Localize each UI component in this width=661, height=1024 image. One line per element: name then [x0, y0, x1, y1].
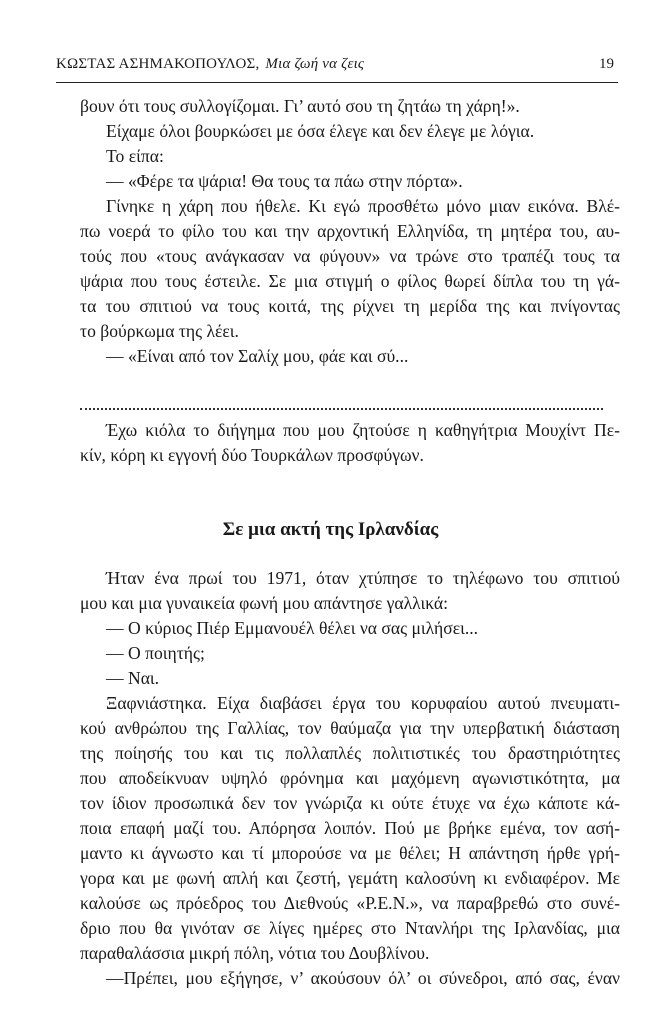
- text-line: ποια επαφή μαζί του. Απόρησα λοιπόν. Πού με βρήκε εμένα, τον ασή-: [80, 818, 620, 838]
- text-line: τούς που «τους ανάγκασαν να φύγουν» να τρώνε στο τραπέζι τους τα: [80, 246, 620, 266]
- text-line: — Ο κύριος Πιέρ Εμμανουέλ θέλει να σας μιλήσει...: [106, 618, 479, 638]
- text-line: — «Φέρε τα ψάρια! Θα τους τα πάω στην πόρτα».: [106, 171, 463, 191]
- text-line: παραθαλάσσια μικρή πόλη, νότια του Δουβλίνου.: [80, 943, 430, 963]
- text-line: — Ναι.: [106, 668, 160, 688]
- text-line: κίν, κόρη κι εγγονή δύο Τουρκάλων προσφύγων.: [80, 445, 424, 465]
- text-line: που αποδείκνυαν υψηλό φρόνημα και μαχόμενη αγωνιστικότητα, μα: [80, 768, 620, 788]
- text-line: μαντο κι άγνωστο και τί μπορούσε να με θέλει; Η απάντηση ήρθε γρή-: [80, 843, 620, 863]
- text-line: τα του σπιτιού να τους κοιτά, της ρίχνει τη μερίδα της και πνίγοντας: [80, 296, 620, 316]
- text-line: Είχαμε όλοι βουρκώσει με όσα έλεγε και δεν έλεγε με λόγια.: [106, 121, 535, 141]
- running-header: [56, 56, 618, 80]
- running-title: Μια ζωή να ζεις: [265, 56, 365, 72]
- text-line: τον ίδιον προσωπικά δεν τον γνώριζα κι ούτε έτυχε να έχω κάποτε κά-: [80, 793, 620, 813]
- text-line: —Πρέπει, μου εξήγησε, ν’ ακούσουν όλ’ οι σύνεδροι, από σας, έναν: [106, 968, 620, 988]
- running-header-text: [56, 56, 364, 73]
- running-author: ΚΩΣΤΑΣ ΑΣΗΜΑΚΟΠΟΥΛΟΣ,: [56, 56, 260, 72]
- text-line: Ξαφνιάστηκα. Είχα διαβάσει έργα του κορυφαίου αυτού πνευματι-: [106, 693, 620, 713]
- text-line: Ήταν ένα πρωί του 1971, όταν χτύπησε το τηλέφωνο του σπιτιού: [106, 568, 620, 588]
- text-block-continuation: [80, 94, 620, 369]
- text-line: Το είπα:: [106, 146, 164, 166]
- text-line: δριο που θα γινόταν σε λίγες ημέρες στο Ντανλήρι της Ιρλανδίας, μια: [80, 918, 620, 938]
- text-line: μου και μια γυναικεία φωνή μου απάντησε γαλλικά:: [80, 593, 449, 613]
- page-number: 19: [599, 56, 614, 72]
- text-block-section: [80, 566, 620, 991]
- text-block-closing: [80, 418, 620, 468]
- text-line: καλούσε ως πρόεδρος του Διεθνούς «P.E.N.», να παραβρεθώ στο συνέ-: [80, 893, 620, 913]
- text-line: κού ανθρώπου της Γαλλίας, τον θαύμαζα για την υπερβατική διάσταση: [80, 718, 620, 738]
- text-line: γορα και με φωνή απλή και ζεστή, γεμάτη καλοσύνη κι ενδιαφέρον. Με: [80, 868, 620, 888]
- text-line: ψάρια που τους έστειλε. Σε μια στιγμή ο φίλος θωρεί δίπλα του τη γά-: [80, 271, 620, 291]
- header-rule: [56, 82, 618, 83]
- text-line: Έχω κιόλα το διήγημα που μου ζητούσε η καθηγήτρια Μουχίντ Πε-: [106, 420, 620, 440]
- text-line: το βούρκωμα της λέει.: [80, 321, 239, 341]
- text-line: πω νοερά το φίλο του και την αρχοντική Ελληνίδα, τη μητέρα του, αυ-: [80, 221, 620, 241]
- text-line: βουν ότι τους συλλογίζομαι. Γι’ αυτό σου τη ζητάω τη χάρη!».: [80, 96, 520, 116]
- dotted-separator: [80, 408, 603, 410]
- text-line: — Ο ποιητής;: [106, 643, 205, 663]
- text-line: — «Είναι από τον Σαλίχ μου, φάε και σύ...: [106, 346, 409, 366]
- section-heading: Σε μια ακτή της Ιρλανδίας: [222, 519, 439, 540]
- text-line: Γίνηκε η χάρη που ήθελε. Κι εγώ προσθέτω μόνο μιαν εικόνα. Βλέ-: [106, 196, 620, 216]
- text-line: της ποίησής του και τις πολλαπλές πολιτιστικές του δραστηριότητες: [80, 743, 620, 763]
